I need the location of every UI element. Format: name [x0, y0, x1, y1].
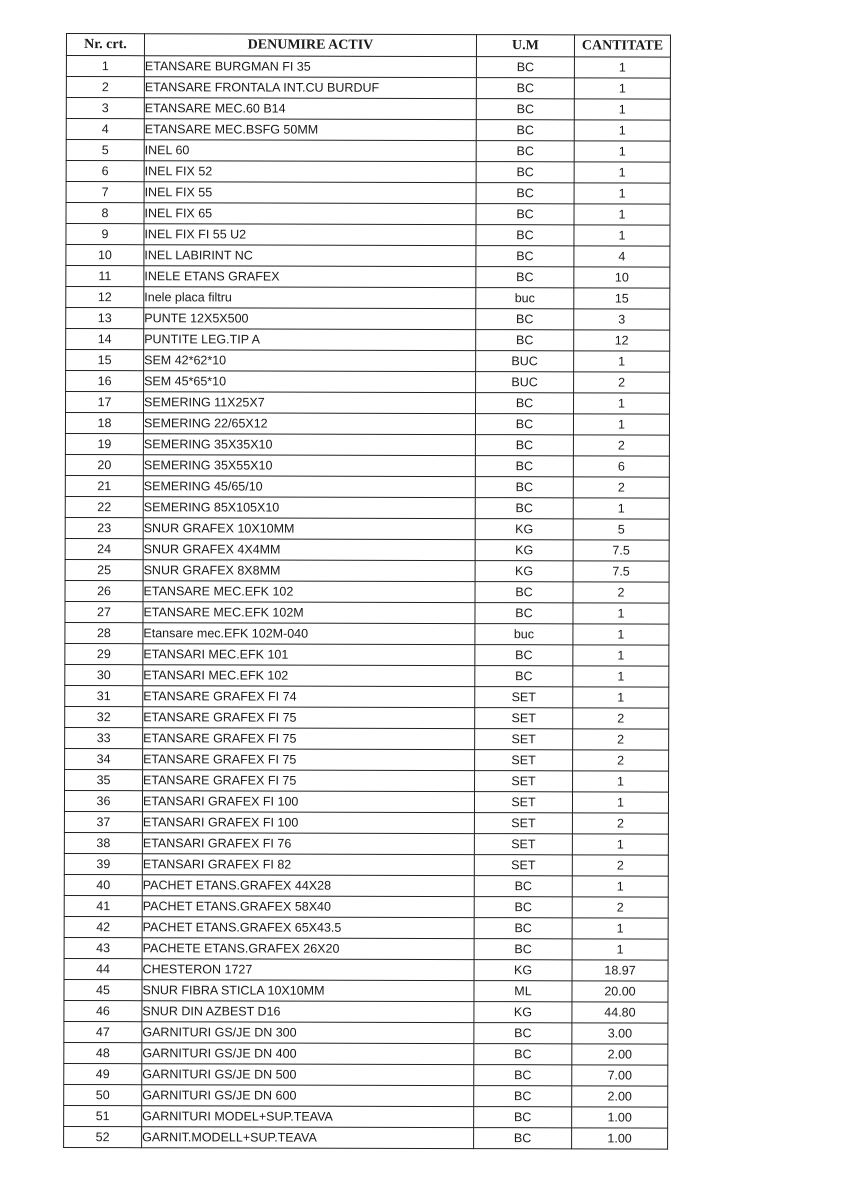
row-cantitate: 5: [573, 519, 669, 540]
row-um: BC: [474, 1023, 572, 1044]
row-denumire: INEL 60: [144, 140, 476, 162]
table-row: [64, 1126, 668, 1149]
header-um: U.M: [476, 35, 574, 57]
row-um: BC: [475, 666, 573, 687]
row-cantitate: 6: [573, 456, 669, 477]
row-cantitate: 1: [574, 225, 670, 246]
row-cantitate: 1: [572, 792, 668, 813]
row-cantitate: 2: [573, 729, 669, 750]
row-um: BC: [475, 414, 573, 435]
row-cantitate: 1: [574, 57, 670, 78]
row-um: ML: [474, 981, 572, 1002]
table-row: [66, 140, 670, 163]
row-cantitate: 10: [574, 267, 670, 288]
row-denumire: ETANSARE MEC.60 B14: [144, 98, 476, 120]
row-number: 22: [65, 496, 143, 517]
row-denumire: SNUR GRAFEX 4X4MM: [143, 539, 475, 561]
table-row: [66, 266, 670, 289]
row-cantitate: 2.00: [572, 1086, 668, 1107]
row-cantitate: 2: [573, 708, 669, 729]
table-row: [65, 413, 669, 436]
row-um: KG: [474, 960, 572, 981]
header-nr-crt: Nr. crt.: [66, 34, 144, 56]
row-number: 15: [66, 350, 144, 371]
row-cantitate: 2: [572, 813, 668, 834]
table-row: [66, 329, 670, 352]
row-denumire: ETANSARE GRAFEX FI 75: [143, 707, 475, 729]
row-denumire: ETANSARE GRAFEX FI 75: [143, 770, 475, 792]
row-um: BC: [476, 183, 574, 204]
row-denumire: SNUR GRAFEX 10X10MM: [143, 518, 475, 540]
row-denumire: GARNITURI GS/JE DN 600: [142, 1085, 474, 1107]
row-cantitate: 2: [573, 477, 669, 498]
row-number: 5: [66, 140, 144, 161]
row-denumire: PACHET ETANS.GRAFEX 65X43.5: [142, 917, 474, 939]
row-number: 49: [64, 1063, 142, 1084]
row-um: SET: [475, 687, 573, 708]
table-row: [64, 1084, 668, 1107]
table-row: [64, 916, 668, 939]
row-number: 10: [66, 245, 144, 266]
row-denumire: SEMERING 85X105X10: [143, 497, 475, 519]
row-number: 31: [65, 685, 143, 706]
row-um: KG: [475, 540, 573, 561]
table-header-row: [66, 34, 670, 58]
table-row: [64, 979, 668, 1002]
row-um: SET: [475, 771, 573, 792]
table-row: [66, 182, 670, 205]
table-row: [66, 224, 670, 247]
row-cantitate: 1.00: [572, 1107, 668, 1128]
row-denumire: SNUR FIBRA STICLA 10X10MM: [142, 980, 474, 1002]
row-um: BC: [476, 246, 574, 267]
row-cantitate: 1: [574, 351, 670, 372]
table-row: [64, 832, 668, 855]
row-number: 30: [65, 664, 143, 685]
row-number: 29: [65, 643, 143, 664]
table-row: [66, 245, 670, 268]
row-um: SET: [474, 834, 572, 855]
row-denumire: ETANSARI GRAFEX FI 100: [142, 812, 474, 834]
row-denumire: GARNITURI MODEL+SUP.TEAVA: [142, 1106, 474, 1128]
table-row: [65, 517, 669, 540]
header-cantitate: CANTITATE: [574, 35, 670, 57]
table-row: [65, 622, 669, 645]
row-number: 28: [65, 622, 143, 643]
row-number: 24: [65, 538, 143, 559]
table-row: [65, 685, 669, 708]
row-denumire: SEM 42*62*10: [144, 350, 476, 372]
table-row: [65, 727, 669, 750]
row-denumire: INELE ETANS GRAFEX: [144, 266, 476, 288]
header-denumire-activ: DENUMIRE ACTIV: [144, 34, 476, 57]
row-number: 6: [66, 161, 144, 182]
table-row: [65, 433, 669, 456]
row-um: BC: [474, 1128, 572, 1149]
row-cantitate: 1: [573, 498, 669, 519]
row-denumire: GARNITURI GS/JE DN 400: [142, 1043, 474, 1065]
row-number: 37: [64, 811, 142, 832]
row-cantitate: 1: [574, 99, 670, 120]
row-um: BC: [476, 162, 574, 183]
row-denumire: GARNIT.MODELL+SUP.TEAVA: [142, 1127, 474, 1149]
table-row: [64, 1105, 668, 1128]
row-number: 16: [66, 371, 144, 392]
table-row: [66, 203, 670, 226]
row-number: 7: [66, 182, 144, 203]
row-number: 32: [65, 706, 143, 727]
table-row: [66, 77, 670, 100]
row-number: 12: [66, 287, 144, 308]
row-cantitate: 1: [573, 414, 669, 435]
table-row: [66, 287, 670, 310]
row-cantitate: 12: [574, 330, 670, 351]
row-number: 11: [66, 266, 144, 287]
row-number: 4: [66, 119, 144, 140]
row-number: 50: [64, 1084, 142, 1105]
row-denumire: GARNITURI GS/JE DN 300: [142, 1022, 474, 1044]
row-cantitate: 1: [573, 603, 669, 624]
table-row: [64, 895, 668, 918]
row-denumire: ETANSARE FRONTALA INT.CU BURDUF: [144, 77, 476, 99]
row-um: BC: [476, 309, 574, 330]
row-cantitate: 1: [574, 393, 670, 414]
row-number: 8: [66, 203, 144, 224]
row-number: 45: [64, 979, 142, 1000]
row-denumire: INEL FIX 55: [144, 182, 476, 204]
row-denumire: ETANSARE GRAFEX FI 74: [143, 686, 475, 708]
row-um: BC: [474, 1107, 572, 1128]
row-cantitate: 1: [573, 666, 669, 687]
row-denumire: SNUR DIN AZBEST D16: [142, 1001, 474, 1023]
table-row: [64, 1021, 668, 1044]
row-um: BC: [476, 225, 574, 246]
table-row: [65, 664, 669, 687]
row-cantitate: 7.5: [573, 561, 669, 582]
row-um: KG: [475, 561, 573, 582]
row-um: BC: [476, 99, 574, 120]
row-number: 21: [65, 475, 143, 496]
row-cantitate: 1: [572, 918, 668, 939]
row-denumire: PACHET ETANS.GRAFEX 58X40: [142, 896, 474, 918]
row-cantitate: 1: [574, 204, 670, 225]
row-denumire: ETANSARI GRAFEX FI 82: [142, 854, 474, 876]
table-row: [66, 56, 670, 79]
row-um: BC: [474, 897, 572, 918]
row-denumire: Etansare mec.EFK 102M-040: [143, 623, 475, 645]
row-denumire: ETANSARE BURGMAN FI 35: [144, 56, 476, 78]
row-um: BUC: [476, 372, 574, 393]
row-cantitate: 1: [574, 120, 670, 141]
row-um: buc: [476, 288, 574, 309]
row-um: SET: [475, 750, 573, 771]
row-number: 36: [64, 790, 142, 811]
row-denumire: SEMERING 35X35X10: [143, 434, 475, 456]
table-row: [64, 790, 668, 813]
row-number: 23: [65, 517, 143, 538]
row-cantitate: 2: [572, 855, 668, 876]
row-cantitate: 2: [573, 435, 669, 456]
table-row: [65, 643, 669, 666]
table-row: [64, 937, 668, 960]
table-row: [65, 496, 669, 519]
row-um: BC: [475, 582, 573, 603]
row-cantitate: 7.00: [572, 1065, 668, 1086]
row-denumire: SEMERING 35X55X10: [143, 455, 475, 477]
table-row: [65, 748, 669, 771]
table-row: [66, 119, 670, 142]
row-cantitate: 2: [572, 897, 668, 918]
table-row: [64, 1063, 668, 1086]
row-cantitate: 1.00: [572, 1128, 668, 1149]
table-row: [65, 454, 669, 477]
row-number: 48: [64, 1042, 142, 1063]
row-cantitate: 1: [573, 624, 669, 645]
row-um: BC: [476, 120, 574, 141]
table-row: [64, 958, 668, 981]
row-cantitate: 44.80: [572, 1002, 668, 1023]
row-denumire: PUNTE 12X5X500: [144, 308, 476, 330]
row-denumire: PACHET ETANS.GRAFEX 44X28: [142, 875, 474, 897]
row-denumire: INEL FIX 52: [144, 161, 476, 183]
row-denumire: SEM 45*65*10: [144, 371, 476, 393]
row-denumire: ETANSARE MEC.EFK 102M: [143, 602, 475, 624]
row-cantitate: 3: [574, 309, 670, 330]
table-row: [65, 475, 669, 498]
row-um: BUC: [476, 351, 574, 372]
table-row: [64, 811, 668, 834]
row-um: BC: [474, 1065, 572, 1086]
row-number: 26: [65, 580, 143, 601]
row-cantitate: 1: [572, 834, 668, 855]
row-cantitate: 1: [574, 183, 670, 204]
row-cantitate: 3.00: [572, 1023, 668, 1044]
row-number: 27: [65, 601, 143, 622]
row-number: 38: [64, 832, 142, 853]
table-row: [65, 538, 669, 561]
row-denumire: SEMERING 11X25X7: [144, 392, 476, 414]
table-row: [65, 559, 669, 582]
row-um: BC: [476, 57, 574, 78]
row-um: BC: [476, 267, 574, 288]
row-um: SET: [474, 813, 572, 834]
row-number: 2: [66, 77, 144, 98]
row-cantitate: 1: [573, 645, 669, 666]
table-row: [64, 1000, 668, 1023]
row-number: 42: [64, 916, 142, 937]
row-cantitate: 1: [574, 78, 670, 99]
row-denumire: SEMERING 22/65X12: [143, 413, 475, 435]
row-number: 47: [64, 1021, 142, 1042]
row-cantitate: 15: [574, 288, 670, 309]
row-number: 33: [65, 727, 143, 748]
table-row: [65, 601, 669, 624]
row-number: 46: [64, 1000, 142, 1021]
row-denumire: PACHETE ETANS.GRAFEX 26X20: [142, 938, 474, 960]
row-denumire: ETANSARI GRAFEX FI 100: [142, 791, 474, 813]
row-um: BC: [476, 393, 574, 414]
row-cantitate: 1: [574, 162, 670, 183]
row-denumire: ETANSARI MEC.EFK 102: [143, 665, 475, 687]
row-number: 17: [66, 392, 144, 413]
table-row: [64, 1042, 668, 1065]
row-cantitate: 18.97: [572, 960, 668, 981]
table-row: [66, 371, 670, 394]
row-number: 35: [65, 769, 143, 790]
row-um: BC: [474, 918, 572, 939]
row-cantitate: 2.00: [572, 1044, 668, 1065]
row-denumire: INEL LABIRINT NC: [144, 245, 476, 267]
row-cantitate: 2: [574, 372, 670, 393]
row-um: BC: [475, 498, 573, 519]
row-number: 43: [64, 937, 142, 958]
row-cantitate: 1: [572, 939, 668, 960]
table-row: [65, 706, 669, 729]
table-row: [65, 580, 669, 603]
row-denumire: SEMERING 45/65/10: [143, 476, 475, 498]
row-cantitate: 1: [573, 771, 669, 792]
row-cantitate: 1: [572, 876, 668, 897]
row-um: BC: [475, 456, 573, 477]
row-number: 40: [64, 874, 142, 895]
row-um: BC: [474, 939, 572, 960]
table-row: [66, 98, 670, 121]
row-denumire: CHESTERON 1727: [142, 959, 474, 981]
row-number: 51: [64, 1105, 142, 1126]
row-denumire: ETANSARE GRAFEX FI 75: [143, 728, 475, 750]
table-row: [66, 350, 670, 373]
row-denumire: ETANSARE MEC.EFK 102: [143, 581, 475, 603]
row-um: BC: [474, 1044, 572, 1065]
row-denumire: ETANSARE GRAFEX FI 75: [143, 749, 475, 771]
row-cantitate: 7.5: [573, 540, 669, 561]
row-denumire: ETANSARI GRAFEX FI 76: [142, 833, 474, 855]
row-cantitate: 4: [574, 246, 670, 267]
row-number: 9: [66, 224, 144, 245]
row-denumire: SNUR GRAFEX 8X8MM: [143, 560, 475, 582]
table-row: [64, 874, 668, 897]
row-cantitate: 2: [573, 750, 669, 771]
row-um: BC: [476, 204, 574, 225]
row-denumire: GARNITURI GS/JE DN 500: [142, 1064, 474, 1086]
row-cantitate: 20.00: [572, 981, 668, 1002]
row-um: BC: [476, 330, 574, 351]
row-number: 3: [66, 98, 144, 119]
row-um: BC: [475, 645, 573, 666]
row-um: SET: [474, 792, 572, 813]
inventory-table: [63, 33, 671, 1150]
row-denumire: ETANSARI MEC.EFK 101: [143, 644, 475, 666]
row-um: BC: [475, 477, 573, 498]
row-number: 25: [65, 559, 143, 580]
row-um: BC: [475, 603, 573, 624]
row-number: 19: [65, 433, 143, 454]
row-um: SET: [474, 855, 572, 876]
table-row: [65, 769, 669, 792]
row-um: SET: [475, 729, 573, 750]
row-number: 52: [64, 1126, 142, 1147]
row-um: KG: [474, 1002, 572, 1023]
row-number: 14: [66, 329, 144, 350]
row-number: 13: [66, 308, 144, 329]
row-um: BC: [474, 1086, 572, 1107]
row-denumire: INEL FIX FI 55 U2: [144, 224, 476, 246]
row-number: 20: [65, 454, 143, 475]
table-body: [64, 56, 671, 1150]
table-row: [66, 308, 670, 331]
row-denumire: PUNTITE LEG.TIP A: [144, 329, 476, 351]
row-number: 34: [65, 748, 143, 769]
row-um: BC: [475, 435, 573, 456]
row-um: SET: [475, 708, 573, 729]
table-row: [66, 161, 670, 184]
row-number: 41: [64, 895, 142, 916]
table-row: [66, 392, 670, 415]
row-number: 44: [64, 958, 142, 979]
row-denumire: Inele placa filtru: [144, 287, 476, 309]
row-um: buc: [475, 624, 573, 645]
table-row: [64, 853, 668, 876]
row-um: BC: [474, 876, 572, 897]
row-number: 39: [64, 853, 142, 874]
row-number: 18: [65, 413, 143, 434]
row-number: 1: [66, 56, 144, 77]
row-denumire: ETANSARE MEC.BSFG 50MM: [144, 119, 476, 141]
row-um: BC: [476, 141, 574, 162]
row-um: BC: [476, 78, 574, 99]
row-cantitate: 1: [574, 141, 670, 162]
row-um: KG: [475, 519, 573, 540]
row-cantitate: 2: [573, 582, 669, 603]
row-cantitate: 1: [573, 687, 669, 708]
row-denumire: INEL FIX 65: [144, 203, 476, 225]
